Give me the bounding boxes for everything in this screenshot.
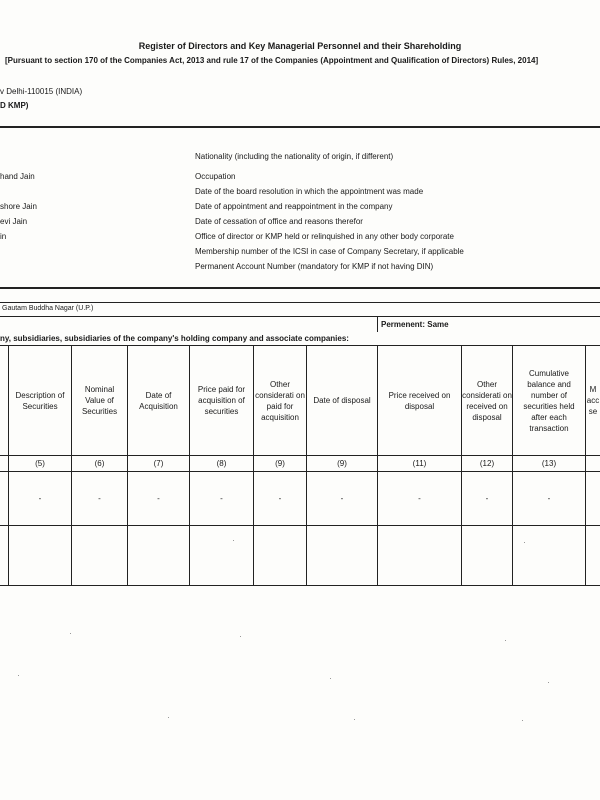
cell-price-received: - [418,494,421,503]
table-row-1-bottom [0,525,600,526]
col-num-13: (13) [541,459,557,468]
divider-middle [0,287,600,289]
director-name-4: in [0,232,7,241]
header-cumulative-balance: Cumulative balance and number of securities held after each transaction [523,368,575,433]
scan-speck [548,682,549,683]
cell-price-paid: - [220,494,223,503]
scan-speck [524,542,525,543]
table-number-row-bottom [0,471,600,472]
securities-section-heading: ny, subsidiaries, subsidiaries of the company's holding company and associate companies: [0,334,349,343]
scan-speck [233,540,234,541]
header-date-acquisition: Date of Acquisition [139,390,178,411]
scan-speck [240,636,241,637]
cell-nominal-value: - [98,494,101,503]
cell-cumulative: - [547,494,551,503]
permanent-address-label: Permenent: Same [381,320,449,329]
permanent-divider [377,316,378,332]
residence-address: Gautam Buddha Nagar (U.P.) [2,305,94,312]
company-address: v Delhi-110015 (INDIA) [0,87,83,96]
header-cropped: M acc se [586,385,600,416]
cell-other-received: - [485,494,489,503]
table-bottom [0,585,600,586]
header-description: Description of Securities [15,390,65,411]
col-num-8: (8) [216,459,227,468]
scan-speck [70,633,71,634]
col-num-6: (6) [94,459,105,468]
cell-date-disposal: - [340,494,344,503]
scan-speck [330,678,331,679]
col-num-12: (12) [479,459,495,468]
cell-other-paid: - [278,494,282,503]
col-num-5: (5) [35,459,45,468]
field-board-resolution: Date of the board resolution in which the appointment was made [195,187,424,196]
col-num-9a: (9) [275,459,285,468]
register-subtitle: [Pursuant to section 170 of the Companies Act, 2013 and rule 17 of the Companies (Appointment and Qualification of Directors) Rules, 2014] [5,56,539,65]
director-name-1: hand Jain [0,172,35,181]
kmp-label: D KMP) [0,101,29,110]
residence-box-top [0,302,600,303]
register-title: Register of Directors and Key Managerial Personnel and their Shareholding [138,41,462,51]
cell-description: - [38,494,42,503]
field-cessation: Date of cessation of office and reasons therefor [195,217,363,226]
scan-speck [168,717,169,718]
header-date-disposal: Date of disposal [313,396,371,405]
header-price-paid: Price paid for acquisition of securities [197,385,246,416]
field-appointment: Date of appointment and reappointment in the company [195,202,393,211]
field-nationality: Nationality (including the nationality of origin, if different) [195,152,394,161]
header-nominal-value: Nominal Value of Securities [81,385,118,416]
divider-top [0,126,600,128]
field-occupation: Occupation [195,172,236,181]
scan-speck [18,675,19,676]
table-header-bottom [0,455,600,456]
field-office-held: Office of director or KMP held or relinquished in any other body corporate [195,232,454,241]
scan-speck [354,719,355,720]
header-other-consideration-paid: Other considerati on paid for acquisition [255,379,305,422]
col-num-7: (7) [153,459,164,468]
col-num-9b: (9) [337,459,347,468]
col-num-11: (11) [412,459,427,468]
residence-box-mid [0,316,600,317]
field-icsi-membership: Membership number of the ICSI in case of Company Secretary, if applicable [195,247,464,256]
header-price-received: Price received on disposal [388,390,451,411]
field-pan: Permanent Account Number (mandatory for KMP if not having DIN) [195,262,434,271]
header-other-consideration-received: Other considerati on received on disposal [462,379,512,422]
scan-speck [522,720,523,721]
cell-date-acquisition: - [157,494,160,503]
director-name-2: shore Jain [0,202,37,211]
scan-speck [505,640,506,641]
director-name-3: evi Jain [0,217,28,226]
